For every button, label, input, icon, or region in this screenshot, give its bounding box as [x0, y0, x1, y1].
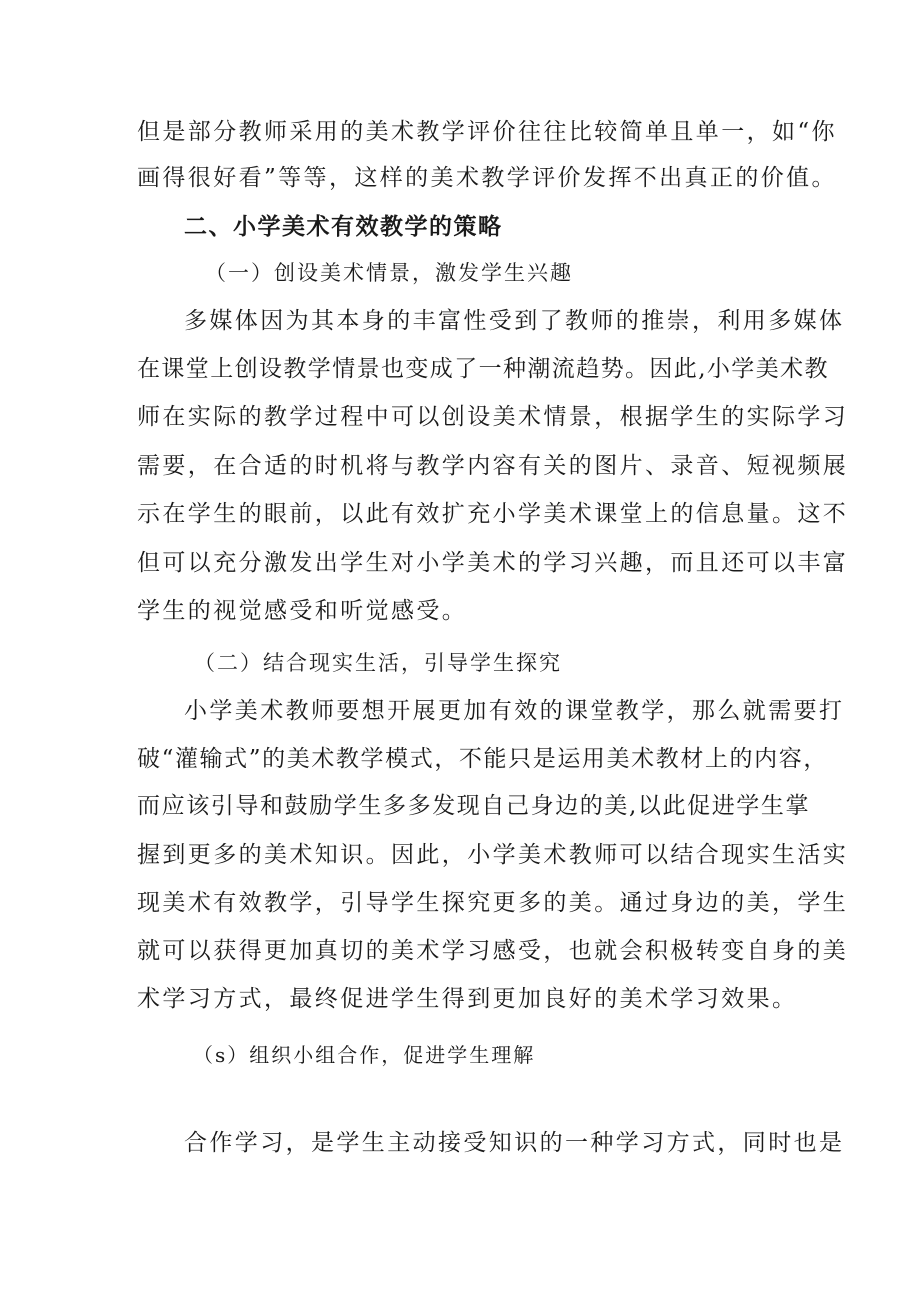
paragraph-line: 学生的视觉感受和听觉感受。 — [137, 598, 468, 624]
paragraph-line: 术学习方式，最终促进学生得到更加良好的美术学习效果。 — [137, 986, 798, 1012]
paragraph-line: 师在实际的教学过程中可以创设美术情景，根据学生的实际学习 — [137, 404, 849, 430]
paragraph-line: 示在学生的眼前，以此有效扩充小学美术课堂上的信息量。这不 — [137, 501, 849, 527]
paragraph-line: 但可以充分激发出学生对小学美术的学习兴趣，而且还可以丰富 — [137, 550, 849, 576]
paragraph-line: 破“灌输式”的美术教学模式，不能只是运用美术教材上的内容， — [137, 746, 828, 772]
paragraph-line: 现美术有效教学，引导学生探究更多的美。通过身边的美，学生 — [137, 890, 849, 916]
paragraph-line: 画得很好看”等等，这样的美术教学评价发挥不出真正的价值。 — [137, 165, 837, 191]
paragraph-line: 需要，在合适的时机将与教学内容有关的图片、录音、短视频展 — [137, 453, 849, 479]
paragraph-line: 而应该引导和鼓励学生多多发现自己身边的美,以此促进学生掌 — [137, 793, 811, 819]
paragraph-line: 小学美术教师要想开展更加有效的课堂教学，那么就需要打 — [184, 698, 845, 724]
paragraph-line: 在课堂上创设教学情景也变成了一种潮流趋势。因此,小学美术教 — [137, 356, 829, 382]
subsection-heading: （s）组织小组合作，促进学生理解 — [193, 1043, 536, 1067]
subsection-heading: （二）结合现实生活，引导学生探究 — [194, 651, 562, 675]
paragraph-line: 多媒体因为其本身的丰富性受到了教师的推崇，利用多媒体 — [184, 308, 845, 334]
paragraph-line: 合作学习，是学生主动接受知识的一种学习方式，同时也是 — [184, 1130, 845, 1156]
paragraph-line: 握到更多的美术知识。因此，小学美术教师可以结合现实生活实 — [137, 842, 849, 868]
section-heading: 二、小学美术有效教学的策略 — [184, 214, 503, 240]
subsection-heading: （一）创设美术情景，激发学生兴趣 — [205, 261, 573, 285]
paragraph-line: 但是部分教师采用的美术教学评价往往比较简单且单一，如“你 — [137, 119, 837, 145]
paragraph-line: 就可以获得更加真切的美术学习感受，也就会积极转变自身的美 — [137, 938, 849, 964]
